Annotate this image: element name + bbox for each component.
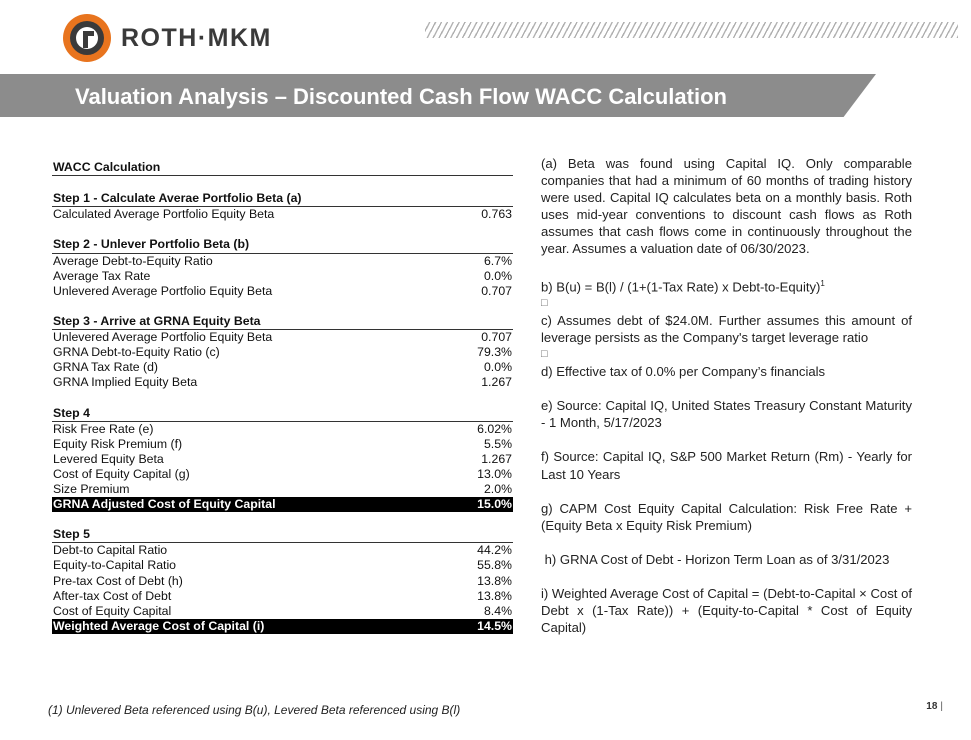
- table-row: Calculated Average Portfolio Equity Beta 0.763: [53, 207, 512, 222]
- step2-header: Step 2 - Unlever Portfolio Beta (b): [52, 237, 513, 253]
- note-d: d) Effective tax of 0.0% per Company’s financials: [541, 364, 826, 380]
- table-row: GRNA Debt-to-Equity Ratio (c) 79.3%: [53, 345, 512, 360]
- table-row: Pre-tax Cost of Debt (h) 13.8%: [53, 573, 512, 588]
- placeholder-glyph: □: [541, 297, 548, 310]
- page-title: Valuation Analysis – Discounted Cash Flow WACC Calculation: [75, 84, 727, 109]
- step1-header: Step 1 - Calculate Averae Portfolio Beta (a): [52, 191, 513, 207]
- table-row: Debt-to Capital Ratio 44.2%: [53, 543, 512, 558]
- step3-header: Step 3 - Arrive at GRNA Equity Beta: [52, 314, 513, 330]
- wacc-title: WACC Calculation: [52, 160, 513, 176]
- table-row: Size Premium 2.0%: [53, 481, 512, 496]
- footnotes-panel: [541, 155, 912, 636]
- footnote: (1) Unlevered Beta referenced using B(u), Levered Beta referenced using B(l): [48, 703, 461, 717]
- table-row: After-tax Cost of Debt 13.8%: [53, 588, 512, 603]
- company-logo: [62, 13, 272, 63]
- note-b: b) B(u) = B(l) / (1+(1-Tax Rate) x Debt-to-Equity)$^1$: [541, 278, 825, 294]
- step5-header: Step 5: [52, 527, 513, 543]
- table-row: Unlevered Average Portfolio Equity Beta 0.707: [53, 283, 512, 298]
- note-c: c) Assumes debt of $24.0M. Further assumes this amount of leverage persists as the Company's target leverage ratio: [541, 313, 912, 346]
- roth-logo-icon: [62, 13, 112, 63]
- table-row: GRNA Implied Equity Beta 1.267: [53, 375, 512, 390]
- note-e: e) Source: Capital IQ, United States Treasury Constant Maturity - 1 Month, 5/17/2023: [541, 398, 912, 431]
- wacc-total-row: Weighted Average Cost of Capital (i) 14.5%: [53, 618, 512, 633]
- table-row: Cost of Equity Capital (g) 13.0%: [53, 466, 512, 481]
- note-i: i) Weighted Average Cost of Capital = (Debt-to-Capital × Cost of Debt x (1-Tax Rate)) + (Equity-to-Capital * Cost of Equity Capital): [541, 585, 912, 636]
- table-row: Equity-to-Capital Ratio 55.8%: [53, 558, 512, 573]
- decorative-hatch: [425, 22, 958, 38]
- note-f: f) Source: Capital IQ, S&P 500 Market Return (Rm) - Yearly for Last 10 Years: [541, 449, 912, 482]
- table-row: Levered Equity Beta 1.267: [53, 451, 512, 466]
- table-row: Equity Risk Premium (f) 5.5%: [53, 436, 512, 451]
- note-h: h) GRNA Cost of Debt - Horizon Term Loan as of 3/31/2023: [541, 551, 890, 567]
- wacc-table: [52, 160, 513, 634]
- table-row: Cost of Equity Capital 8.4%: [53, 603, 512, 618]
- placeholder-glyph: □: [541, 348, 548, 361]
- page-number: 18 |: [926, 701, 943, 712]
- table-row: GRNA Tax Rate (d) 0.0%: [53, 360, 512, 375]
- logo-wordmark: ROTH·MKM: [121, 23, 272, 52]
- table-row: Average Tax Rate 0.0%: [53, 268, 512, 283]
- step4-header: Step 4: [52, 406, 513, 422]
- table-row: Average Debt-to-Equity Ratio 6.7%: [53, 253, 512, 268]
- table-row: Risk Free Rate (e) 6.02%: [53, 421, 512, 436]
- note-g: g) CAPM Cost Equity Capital Calculation: Risk Free Rate + (Equity Beta x Equity Risk Premium): [541, 500, 912, 533]
- note-a: (a) Beta was found using Capital IQ. Only comparable companies that had a minimum of 60 months of trading history were used. Capital IQ calculates beta on a monthly basis. Roth uses mid-year conventions to discount cash flows as Roth assumes that cash flows come in continuously throughout the year. Assumes a valuation date of 06/30/2023.: [541, 156, 912, 257]
- table-row: Unlevered Average Portfolio Equity Beta 0.707: [53, 330, 512, 345]
- cost-of-equity-total-row: GRNA Adjusted Cost of Equity Capital 15.0%: [53, 497, 512, 512]
